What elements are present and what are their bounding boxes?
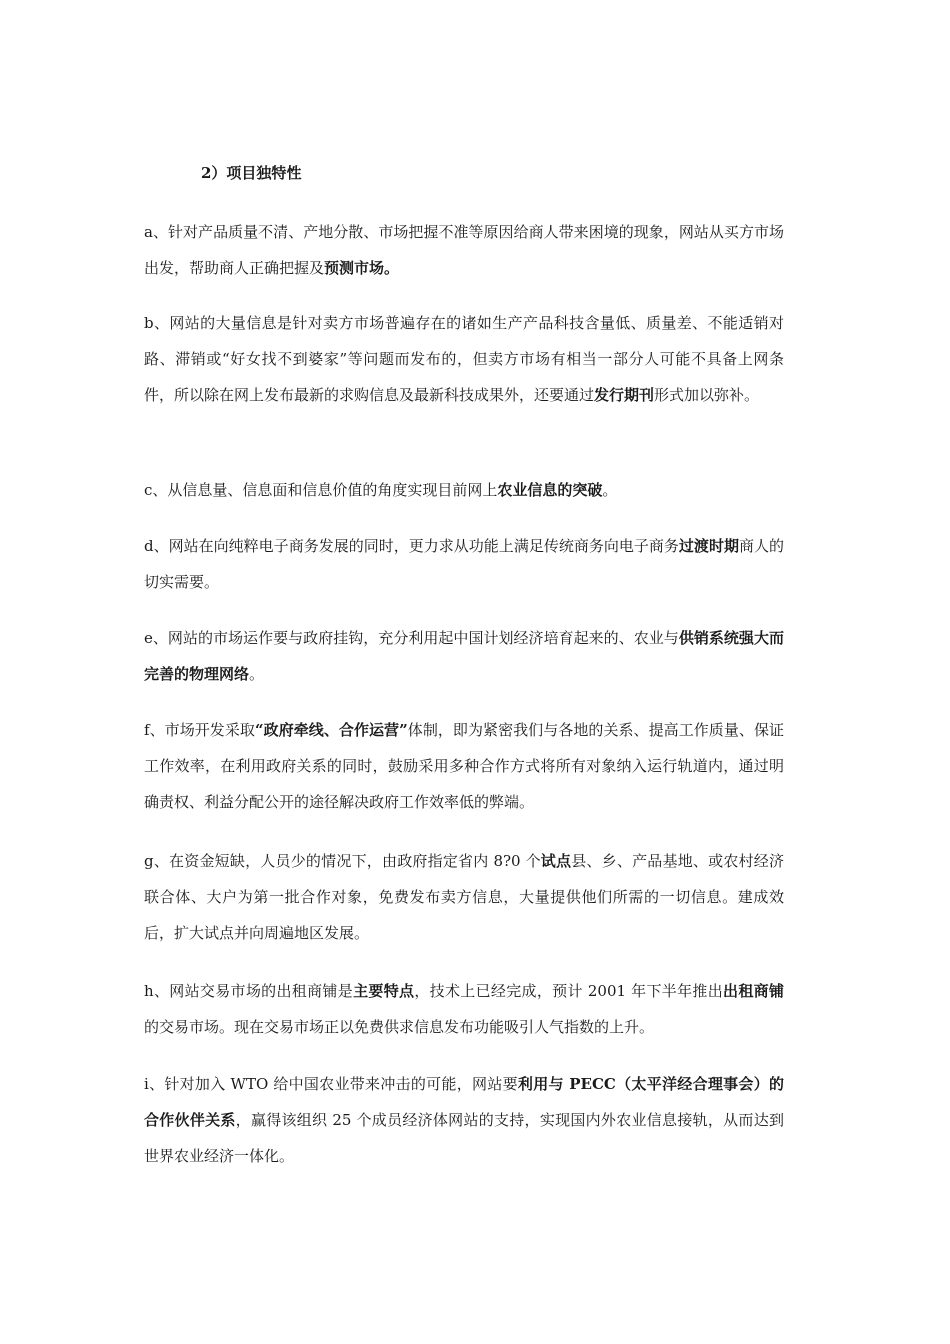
paragraph-c-bold-1: 农业信息的突破 bbox=[497, 481, 603, 499]
paragraph-f-bold-1: “政府牵线、合作运营” bbox=[254, 721, 408, 739]
paragraph-g-text-1: g、在资金短缺，人员少的情况下，由政府指定省内 8?0 个 bbox=[144, 852, 541, 870]
paragraph-g-text-2: 县、乡、产品基地、或农村经济联合体、大户为第一批合作对象，免费发布卖方信息，大量提供他们所需的一切信息。建成效后，扩大试点并向周遍地区发展。 bbox=[144, 852, 784, 942]
paragraph-g-bold-1: 试点 bbox=[540, 852, 572, 870]
paragraph-c-text-2: 。 bbox=[602, 481, 618, 499]
paragraph-i bbox=[144, 1066, 784, 1174]
paragraph-d-text-1: d、网站在向纯粹电子商务发展的同时，更力求从功能上满足传统商务向电子商务 bbox=[144, 537, 679, 555]
paragraph-e-text-2: 。 bbox=[249, 665, 265, 683]
paragraph-d-bold-1: 过渡时期 bbox=[678, 537, 739, 555]
paragraph-b bbox=[144, 305, 784, 413]
paragraph-h bbox=[144, 973, 784, 1045]
paragraph-a-text-1: a、针对产品质量不清、产地分散、市场把握不准等原因给商人带来困境的现象，网站从买方市场出发，帮助商人正确把握及 bbox=[144, 223, 784, 277]
paragraph-c bbox=[144, 472, 784, 508]
paragraph-e bbox=[144, 620, 784, 692]
paragraph-g bbox=[144, 843, 784, 951]
paragraph-h-text-2: ，技术上已经完成，预计 2001 年下半年推出 bbox=[414, 982, 724, 1000]
paragraph-i-text-1: i、针对加入 WTO 给中国农业带来冲击的可能，网站要 bbox=[144, 1075, 518, 1093]
paragraph-d-text-2: 商人的切实需要。 bbox=[144, 537, 784, 591]
paragraph-b-bold-1: 发行期刊 bbox=[594, 386, 655, 404]
paragraph-a bbox=[144, 214, 784, 286]
paragraph-h-bold-2: 出租商铺 bbox=[723, 982, 784, 1000]
paragraph-b-text-1: b、网站的大量信息是针对卖方市场普遍存在的诸如生产产品科技含量低、质量差、不能适销对路、滞销或“好女找不到婆家”等问题而发布的，但卖方市场有相当一部分人可能不具备上网条件，所以除在网上发布最新的求购信息及最新科技成果外，还要通过 bbox=[144, 314, 784, 404]
paragraph-e-bold-1: 供销系统强大而完善的物理网络 bbox=[144, 629, 784, 683]
paragraph-i-text-2: ，赢得该组织 25 个成员经济体网站的支持，实现国内外农业信息接轨，从而达到世界农业经济一体化。 bbox=[144, 1111, 784, 1165]
paragraph-a-bold-1: 预测市场。 bbox=[324, 259, 400, 277]
paragraph-b-text-2: 形式加以弥补。 bbox=[654, 386, 760, 404]
paragraph-e-text-1: e、网站的市场运作要与政府挂钩，充分利用起中国计划经济培育起来的、农业与 bbox=[144, 629, 679, 647]
section-heading: 2）项目独特性 bbox=[201, 164, 302, 182]
paragraph-f-text-2: 体制，即为紧密我们与各地的关系、提高工作质量、保证工作效率，在利用政府关系的同时，鼓励采用多种合作方式将所有对象纳入运行轨道内，通过明确责权、利益分配公开的途径解决政府工作效率低的弊端。 bbox=[144, 721, 784, 811]
paragraph-f bbox=[144, 712, 784, 820]
paragraph-h-text-1: h、网站交易市场的出租商铺是 bbox=[144, 982, 354, 1000]
paragraph-d bbox=[144, 528, 784, 600]
paragraph-h-bold-1: 主要特点 bbox=[353, 982, 415, 1000]
paragraph-f-text-1: f、市场开发采取 bbox=[144, 721, 255, 739]
paragraph-i-bold-1: 利用与 PECC（太平洋经合理事会）的合作伙伴关系 bbox=[144, 1075, 784, 1129]
paragraph-c-text-1: c、从信息量、信息面和信息价值的角度实现目前网上 bbox=[144, 481, 498, 499]
paragraph-h-text-3: 的交易市场。现在交易市场正以免费供求信息发布功能吸引人气指数的上升。 bbox=[144, 1018, 655, 1036]
